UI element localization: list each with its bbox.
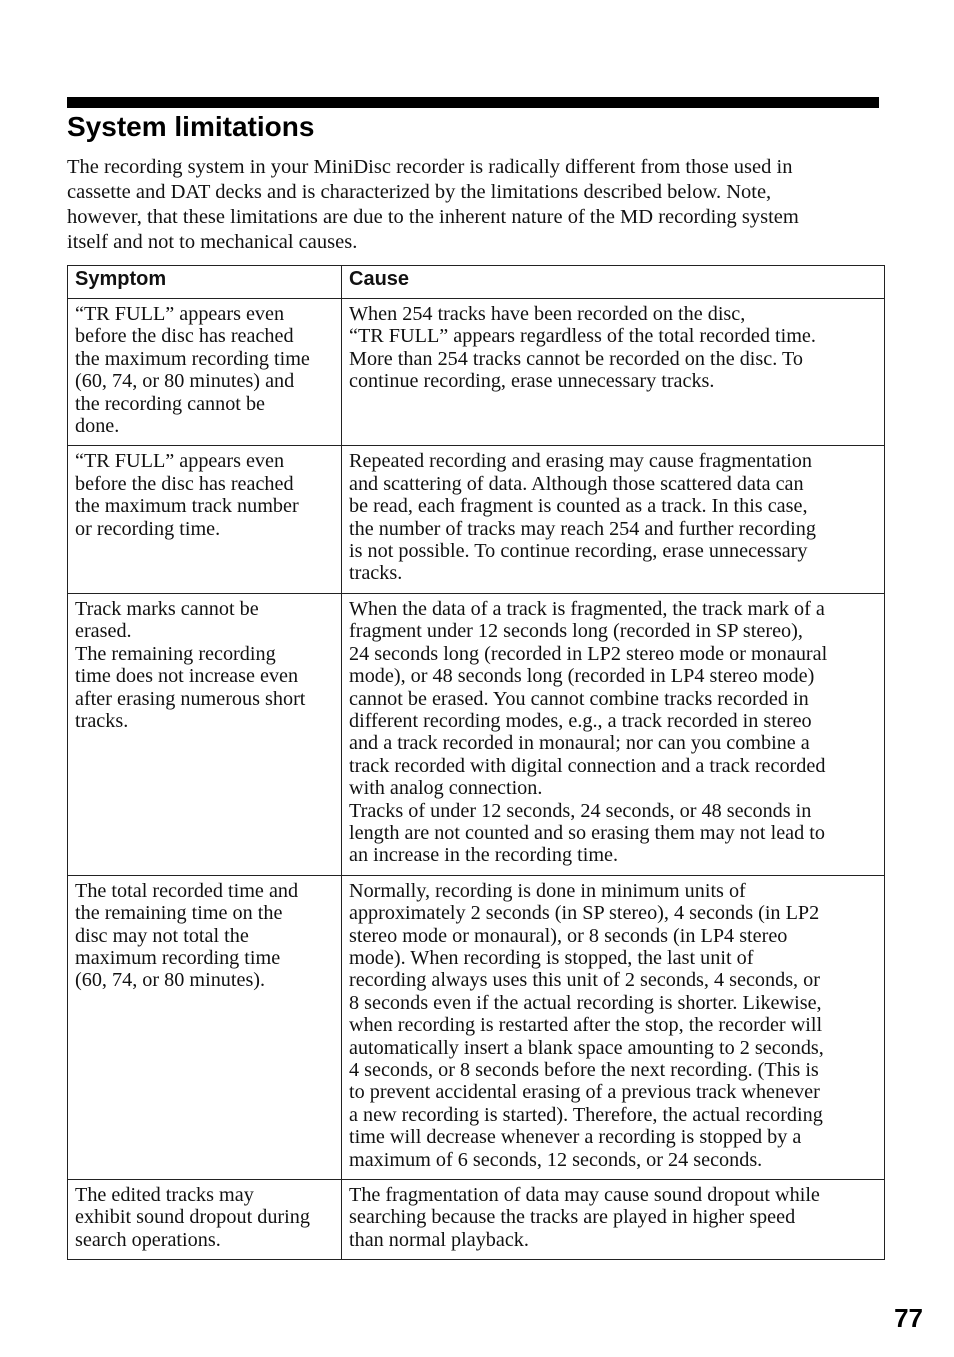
- cause-cell-line: The fragmentation of data may cause sound dropout while: [349, 1184, 820, 1207]
- cause-cell-line: approximately 2 seconds (in SP stereo), 4 seconds (in LP2: [349, 902, 820, 925]
- table-row: [68, 299, 885, 446]
- page-number: 77: [894, 1303, 923, 1333]
- symptom-cell-line: The total recorded time and: [75, 879, 299, 902]
- table-body: [68, 299, 885, 1260]
- symptom-cell: [68, 446, 342, 593]
- limitations-table: [67, 265, 885, 1260]
- cause-cell-line: mode), or 48 seconds long (recorded in LP4 stereo mode): [349, 665, 815, 688]
- cause-cell-line: with analog connection.: [349, 777, 543, 800]
- symptom-cell-line: Track marks cannot be: [75, 597, 259, 620]
- cause-cell-line: “TR FULL” appears regardless of the total recorded time.: [349, 325, 816, 348]
- symptom-cell-line: done.: [75, 415, 120, 438]
- cause-cell-line: an increase in the recording time.: [349, 844, 619, 867]
- symptom-cell-line: the remaining time on the: [75, 902, 283, 925]
- intro-line: however, that these limitations are due to the inherent nature of the MD recording system: [67, 206, 799, 228]
- table-row: [68, 1180, 885, 1260]
- cause-cell-line: a new recording is started). Therefore, the actual recording: [349, 1103, 823, 1126]
- cause-cell: [342, 299, 885, 446]
- cause-cell-line: 24 seconds long (recorded in LP2 stereo mode or monaural: [349, 642, 828, 665]
- cause-cell-line: stereo mode or monaural), or 8 seconds (in LP4 stereo: [349, 924, 788, 947]
- intro-line: The recording system in your MiniDisc recorder is radically different from those used in: [67, 156, 793, 178]
- cause-cell-line: and a track recorded in monaural; nor can you combine a: [349, 732, 810, 755]
- symptom-cell-line: search operations.: [75, 1228, 221, 1251]
- symptom-cell: [68, 593, 342, 875]
- symptom-cell-line: the recording cannot be: [75, 392, 266, 415]
- cause-cell-line: mode). When recording is stopped, the last unit of: [349, 946, 754, 969]
- cause-cell-line: the number of tracks may reach 254 and further recording: [349, 517, 816, 540]
- symptom-cell-line: The remaining recording: [75, 642, 276, 665]
- symptom-cell-line: “TR FULL” appears even: [75, 303, 285, 325]
- cause-cell-line: When 254 tracks have been recorded on the disc,: [349, 303, 746, 325]
- symptom-cell-line: before the disc has reached: [75, 472, 294, 495]
- cause-cell: [342, 1180, 885, 1260]
- cause-cell-line: to prevent accidental erasing of a previous track whenever: [349, 1081, 820, 1104]
- cause-cell-line: tracks.: [349, 562, 403, 585]
- cause-cell-line: automatically insert a blank space amounting to 2 seconds,: [349, 1036, 824, 1059]
- symptom-cell-line: maximum recording time: [75, 946, 281, 969]
- cause-cell-line: track recorded with digital connection and a track recorded: [349, 754, 826, 777]
- cause-cell: [342, 593, 885, 875]
- symptom-cell-line: (60, 74, or 80 minutes) and: [75, 370, 295, 393]
- cause-cell-line: cannot be erased. You cannot combine tracks recorded in: [349, 687, 809, 710]
- symptom-cell-line: after erasing numerous short: [75, 687, 306, 710]
- symptom-cell-line: before the disc has reached: [75, 325, 294, 348]
- cause-cell-line: than normal playback.: [349, 1228, 529, 1251]
- symptom-cell-line: “TR FULL” appears even: [75, 450, 285, 473]
- intro-line: itself and not to mechanical causes.: [67, 231, 358, 253]
- symptom-cell-line: The edited tracks may: [75, 1184, 254, 1207]
- symptom-cell-line: erased.: [75, 620, 132, 643]
- symptom-cell-line: time does not increase even: [75, 665, 299, 688]
- table-row: [68, 875, 885, 1179]
- cause-cell-line: searching because the tracks are played in higher speed: [349, 1206, 796, 1229]
- cause-cell-line: maximum of 6 seconds, 12 seconds, or 24 seconds.: [349, 1148, 763, 1171]
- cause-cell-line: and scattering of data. Although those scattered data can: [349, 472, 804, 495]
- table-header-row: [68, 266, 885, 299]
- intro-line: cassette and DAT decks and is characterized by the limitations described below. Note,: [67, 181, 772, 203]
- cause-cell-line: be read, each fragment is counted as a track. In this case,: [349, 495, 808, 518]
- symptom-cell-line: exhibit sound dropout during: [75, 1206, 310, 1229]
- cause-cell-line: different recording modes, e.g., a track recorded in stereo: [349, 709, 812, 732]
- cause-cell-line: When the data of a track is fragmented, the track mark of a: [349, 597, 825, 620]
- cause-cell-line: length are not counted and so erasing them may not lead to: [349, 821, 825, 844]
- cause-cell-line: fragment under 12 seconds long (recorded in SP stereo),: [349, 620, 803, 643]
- symptom-cell: [68, 299, 342, 446]
- cause-cell-line: time will decrease whenever a recording is stopped by a: [349, 1126, 802, 1149]
- symptom-cell-line: tracks.: [75, 709, 129, 732]
- cause-cell: [342, 875, 885, 1179]
- cause-cell-line: 4 seconds, or 8 seconds before the next recording. (This is: [349, 1059, 819, 1081]
- symptom-cell-line: the maximum track number: [75, 495, 299, 518]
- cause-cell-line: More than 254 tracks cannot be recorded on the disc. To: [349, 347, 803, 370]
- cause-cell-line: Repeated recording and erasing may cause fragmentation: [349, 450, 812, 473]
- symptom-cell-line: or recording time.: [75, 517, 221, 540]
- section-heading-rule: [67, 97, 879, 108]
- table-row: [68, 593, 885, 875]
- cause-cell-line: recording always uses this unit of 2 seconds, 4 seconds, or: [349, 969, 820, 992]
- symptom-cell-line: disc may not total the: [75, 924, 249, 947]
- symptom-column-header: Symptom: [68, 266, 342, 299]
- symptom-cell: [68, 1180, 342, 1260]
- symptom-cell: [68, 875, 342, 1179]
- cause-column-header: Cause: [342, 266, 885, 299]
- intro-paragraph: [67, 155, 879, 255]
- section-title: System limitations: [67, 111, 315, 142]
- cause-cell-line: Tracks of under 12 seconds, 24 seconds, or 48 seconds in: [349, 799, 812, 822]
- cause-cell: [342, 446, 885, 593]
- symptom-cell-line: (60, 74, or 80 minutes).: [75, 969, 266, 992]
- cause-cell-line: continue recording, erase unnecessary tracks.: [349, 370, 715, 393]
- symptom-cell-line: the maximum recording time: [75, 347, 310, 370]
- cause-cell-line: Normally, recording is done in minimum units of: [349, 879, 746, 902]
- cause-cell-line: 8 seconds even if the actual recording is shorter. Likewise,: [349, 991, 822, 1014]
- cause-cell-line: when recording is restarted after the stop, the recorder will: [349, 1014, 823, 1037]
- cause-cell-line: is not possible. To continue recording, erase unnecessary: [349, 540, 808, 563]
- table-row: [68, 446, 885, 593]
